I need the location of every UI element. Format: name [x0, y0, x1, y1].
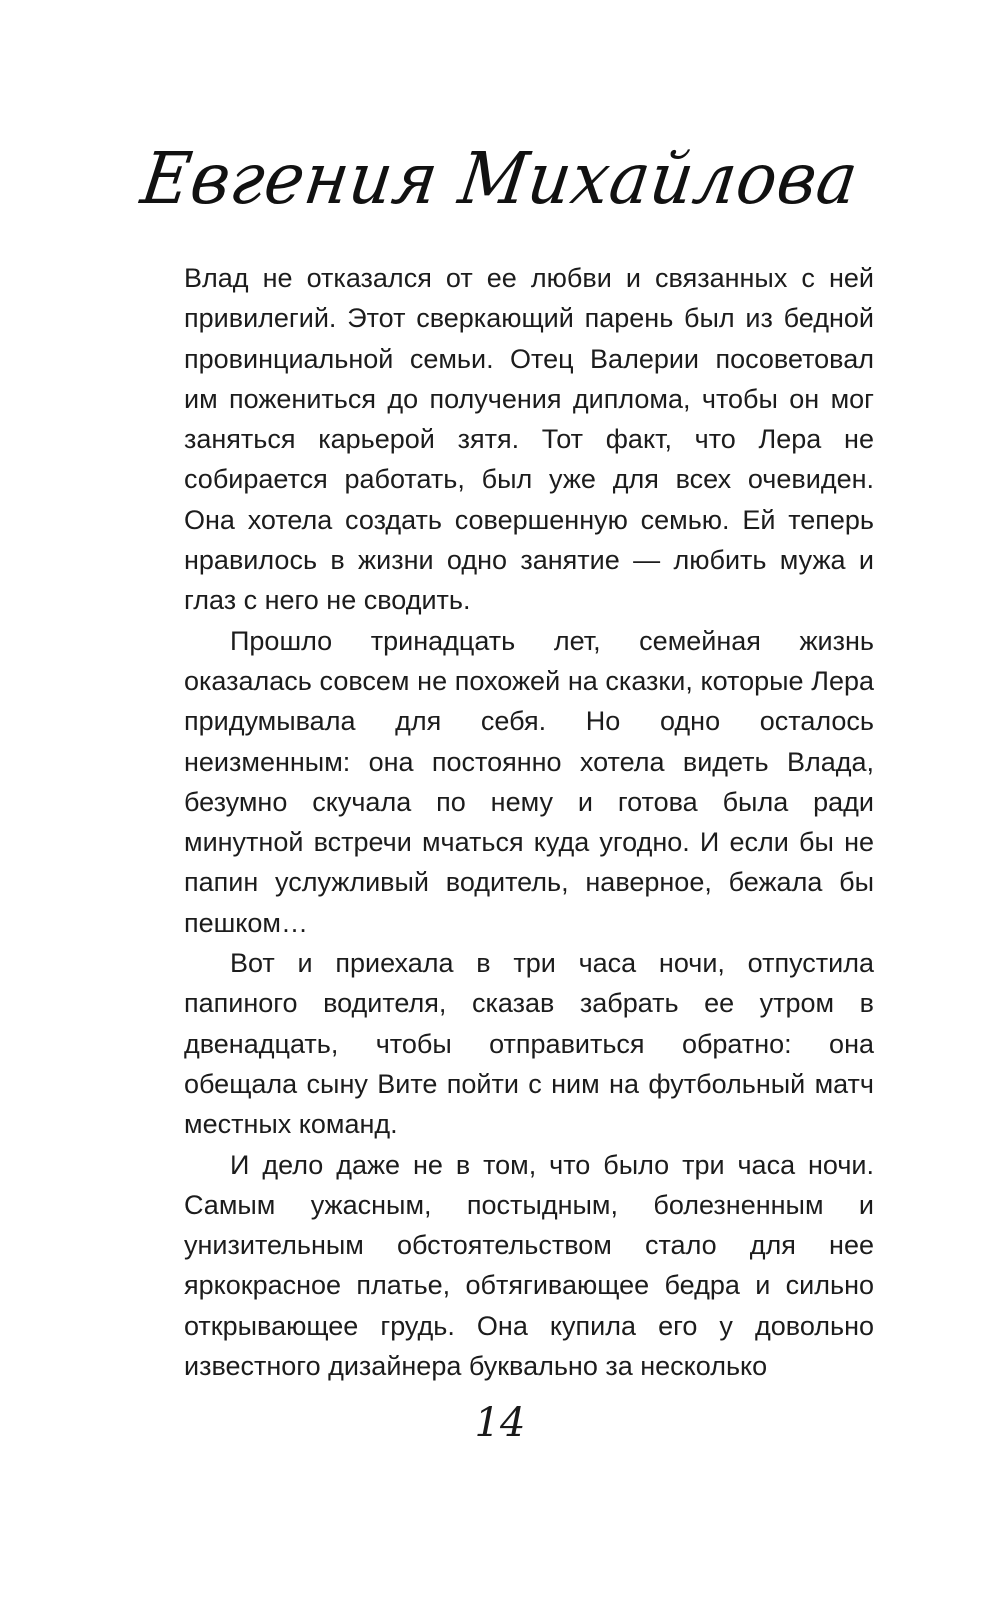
paragraph: Прошло тринадцать лет, семейная жизнь оказалась совсем не похожей на сказки, которые Лера придумывала для себя. Но одно осталось неизменным: она постоянно хотела видеть Влада, безумно скучала по нему и готова была ради минутной встречи мчаться куда угодно. И если бы не папин услужливый водитель, наверное, бежала бы пешком… [184, 625, 874, 938]
page-number: 14 [474, 1400, 526, 1446]
paragraph: Влад не отказался от ее любви и связанных с ней привилегий. Этот сверкающий парень был из бедной провинциальной семьи. Отец Валерии посоветовал им пожениться до получения диплома, чтобы он мог заняться карьерой зятя. Тот факт, что Лера не собирается работать, был уже для всех очевиден. Она хотела создать совершенную семью. Ей теперь нравилось в жизни одно занятие — любить мужа и глаз с него не сводить. [184, 263, 874, 616]
paragraph: Вот и приехала в три часа ночи, отпустила папиного водителя, сказав забрать ее утром в двенадцать, чтобы отправиться обратно: она обещала сыну Вите пойти с ним на футбольный матч местных команд. [184, 948, 874, 1140]
paragraph: И дело даже не в том, что было три часа ночи. Самым ужасным, постыдным, болезненным и унизительным обстоятельством стало для нее яркокрасное платье, обтягивающее бедра и сильно открывающее грудь. Она купила его у довольно известного дизайнера буквально за несколько [184, 1149, 874, 1382]
running-head-author: Евгения Михайлова [136, 136, 864, 221]
body-text [184, 258, 874, 1386]
